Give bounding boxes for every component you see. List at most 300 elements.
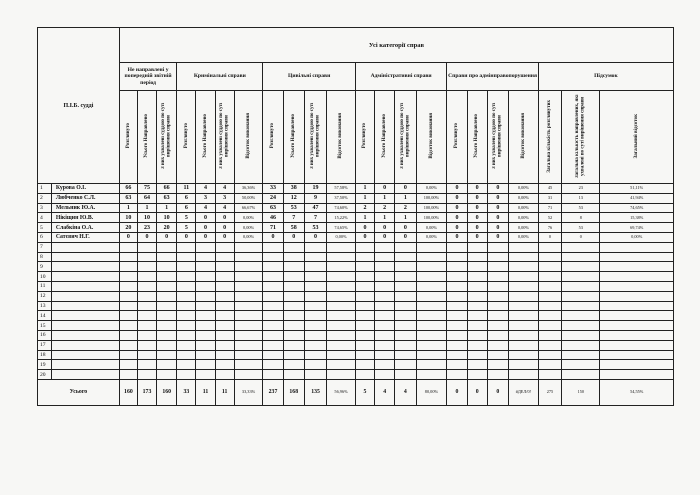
adp-cell: 0 [487, 232, 508, 242]
empty-cell [467, 252, 487, 262]
empty-cell [51, 272, 119, 282]
empty-cell [215, 272, 234, 282]
empty-cell [600, 340, 674, 350]
summary-total-sent: Загальна кількість направлених, які ухвалені по суті вирішення справи [562, 91, 600, 184]
empty-cell [509, 252, 539, 262]
row-number: 4 [38, 213, 52, 223]
empty-cell [327, 272, 356, 282]
empty-cell [355, 301, 374, 311]
empty-cell [51, 321, 119, 331]
empty-cell [196, 262, 215, 272]
empty-cell [509, 272, 539, 282]
table-row [38, 232, 674, 242]
empty-cell [447, 311, 467, 321]
empty-cell [327, 330, 356, 340]
empty-cell [538, 301, 561, 311]
empty-cell [355, 340, 374, 350]
empty-cell [375, 281, 395, 291]
empty-cell [416, 281, 447, 291]
empty-cell [447, 301, 467, 311]
row-number: 19 [38, 360, 52, 370]
prev-cell: 64 [137, 193, 156, 203]
empty-cell [263, 311, 283, 321]
empty-cell [375, 370, 395, 380]
total-cell: 160 [157, 379, 177, 405]
empty-cell [234, 330, 263, 340]
subcol-made-on-time: З них ухвалені суддою по суті вирішення справи [157, 91, 177, 184]
crim-cell: 3 [196, 193, 215, 203]
empty-cell [196, 370, 215, 380]
empty-cell [447, 291, 467, 301]
empty-cell [283, 311, 304, 321]
empty-cell [327, 360, 356, 370]
judge-name: Любченко С.Л. [51, 193, 119, 203]
summary-cell: 69,74% [600, 223, 674, 233]
all-categories-title: Усі категорії справ [119, 28, 673, 63]
empty-cell [395, 311, 416, 321]
empty-cell [375, 291, 395, 301]
empty-cell [562, 370, 600, 380]
empty-cell [416, 311, 447, 321]
group-civil: Цивільні справи [263, 63, 356, 91]
adp-percent-cell: 0,00% [509, 193, 539, 203]
empty-cell [51, 252, 119, 262]
empty-cell [177, 360, 196, 370]
adm-cell: 0 [355, 223, 374, 233]
adm-percent-cell: 0,00% [416, 184, 447, 194]
summary-total-considered: Загальна кількість розглянутих [538, 91, 561, 184]
empty-cell [157, 272, 177, 282]
summary-cell: 0 [538, 232, 561, 242]
prev-cell: 10 [157, 213, 177, 223]
table-row [38, 203, 674, 213]
adm-cell: 1 [375, 193, 395, 203]
adm-cell: 1 [395, 193, 416, 203]
empty-cell [304, 321, 326, 331]
empty-cell [600, 301, 674, 311]
adm-cell: 1 [355, 193, 374, 203]
empty-cell [283, 262, 304, 272]
adm-cell: 0 [375, 184, 395, 194]
adm-percent-cell: 100,00% [416, 203, 447, 213]
empty-cell [215, 301, 234, 311]
empty-cell [304, 311, 326, 321]
empty-cell [234, 311, 263, 321]
row-number: 5 [38, 223, 52, 233]
empty-cell [177, 242, 196, 252]
prev-cell: 75 [137, 184, 156, 194]
empty-cell [283, 350, 304, 360]
empty-cell [177, 301, 196, 311]
empty-cell [487, 340, 508, 350]
subcol-percent: Відсоток виконання [234, 91, 263, 184]
empty-cell [395, 330, 416, 340]
empty-cell [355, 321, 374, 331]
empty-cell [467, 301, 487, 311]
crim-cell: 0 [196, 213, 215, 223]
crim-percent-cell: 66,67% [234, 203, 263, 213]
judge-name: Нікіщин Ю.В. [51, 213, 119, 223]
empty-cell [447, 330, 467, 340]
empty-cell [327, 350, 356, 360]
empty-cell [234, 272, 263, 282]
adp-cell: 0 [447, 184, 467, 194]
empty-cell [304, 252, 326, 262]
empty-cell [234, 281, 263, 291]
civ-cell: 0 [283, 232, 304, 242]
prev-cell: 1 [157, 203, 177, 213]
empty-cell [509, 321, 539, 331]
empty-cell [263, 370, 283, 380]
empty-cell [304, 242, 326, 252]
empty-cell [562, 321, 600, 331]
empty-cell [487, 360, 508, 370]
subcol-sent-total: Усього Направлено [137, 91, 156, 184]
row-number: 9 [38, 262, 52, 272]
empty-cell [562, 301, 600, 311]
empty-cell [157, 291, 177, 301]
empty-cell [263, 321, 283, 331]
adp-cell: 0 [467, 213, 487, 223]
summary-cell: 45 [538, 184, 561, 194]
total-percent-cell: 33,33% [234, 379, 263, 405]
table-row [38, 350, 674, 360]
empty-cell [263, 252, 283, 262]
empty-cell [416, 360, 447, 370]
civ-cell: 38 [283, 184, 304, 194]
empty-cell [600, 321, 674, 331]
empty-cell [375, 252, 395, 262]
empty-cell [157, 321, 177, 331]
empty-cell [215, 242, 234, 252]
empty-cell [119, 281, 137, 291]
empty-cell [538, 291, 561, 301]
empty-cell [600, 272, 674, 282]
prev-cell: 20 [157, 223, 177, 233]
empty-cell [196, 340, 215, 350]
empty-cell [509, 340, 539, 350]
empty-cell [375, 301, 395, 311]
empty-cell [562, 291, 600, 301]
empty-cell [119, 242, 137, 252]
total-cell: 173 [137, 379, 156, 405]
summary-cell: 31 [538, 193, 561, 203]
prev-cell: 66 [157, 184, 177, 194]
subcol-sent-total: Усього Направлено [375, 91, 395, 184]
empty-cell [157, 330, 177, 340]
prev-cell: 66 [119, 184, 137, 194]
empty-cell [416, 242, 447, 252]
total-cell: 135 [304, 379, 326, 405]
empty-cell [447, 340, 467, 350]
empty-cell [215, 262, 234, 272]
row-number: 11 [38, 281, 52, 291]
empty-cell [137, 301, 156, 311]
adp-cell: 0 [447, 232, 467, 242]
prev-cell: 1 [119, 203, 137, 213]
total-cell: 160 [119, 379, 137, 405]
empty-cell [487, 272, 508, 282]
civ-cell: 46 [263, 213, 283, 223]
empty-cell [327, 321, 356, 331]
empty-cell [538, 281, 561, 291]
empty-cell [234, 340, 263, 350]
row-number: 6 [38, 232, 52, 242]
empty-cell [447, 370, 467, 380]
crim-cell: 0 [196, 223, 215, 233]
empty-cell [283, 291, 304, 301]
empty-cell [562, 311, 600, 321]
table-row [38, 360, 674, 370]
table-row [38, 301, 674, 311]
summary-cell: 23 [562, 184, 600, 194]
table-row [38, 291, 674, 301]
table-row [38, 321, 674, 331]
empty-cell [447, 262, 467, 272]
civ-cell: 53 [283, 203, 304, 213]
empty-cell [327, 281, 356, 291]
empty-cell [600, 252, 674, 262]
row-number: 15 [38, 321, 52, 331]
empty-cell [600, 360, 674, 370]
summary-cell: 13 [562, 193, 600, 203]
summary-cell: 53 [562, 223, 600, 233]
summary-cell: 41,94% [600, 193, 674, 203]
subcol-percent: Відсоток виконання [327, 91, 356, 184]
empty-cell [157, 281, 177, 291]
empty-cell [467, 291, 487, 301]
prev-cell: 0 [137, 232, 156, 242]
table-row [38, 252, 674, 262]
empty-cell [119, 330, 137, 340]
civ-percent-cell: 74,65% [327, 223, 356, 233]
empty-cell [196, 242, 215, 252]
empty-cell [51, 281, 119, 291]
empty-cell [196, 350, 215, 360]
report-body [38, 184, 674, 406]
summary-total-percent: Загальний відсоток [600, 91, 674, 184]
empty-cell [119, 340, 137, 350]
empty-cell [467, 272, 487, 282]
adp-cell: 0 [487, 223, 508, 233]
empty-cell [263, 301, 283, 311]
civ-cell: 24 [263, 193, 283, 203]
empty-cell [509, 301, 539, 311]
crim-cell: 3 [215, 193, 234, 203]
empty-cell [416, 340, 447, 350]
empty-cell [447, 281, 467, 291]
table-row [38, 223, 674, 233]
empty-cell [487, 242, 508, 252]
summary-cell: 51,11% [600, 184, 674, 194]
row-number: 14 [38, 311, 52, 321]
empty-cell [263, 360, 283, 370]
empty-cell [562, 262, 600, 272]
total-percent-cell: #ДЕЛ/0! [509, 379, 539, 405]
subcol-considered: Розглянуто [355, 91, 374, 184]
empty-cell [215, 330, 234, 340]
judge-name: Сатєвич Н.Г. [51, 232, 119, 242]
empty-cell [51, 311, 119, 321]
crim-cell: 11 [177, 184, 196, 194]
empty-cell [327, 370, 356, 380]
empty-cell [137, 291, 156, 301]
empty-cell [562, 272, 600, 282]
empty-cell [137, 281, 156, 291]
empty-cell [157, 252, 177, 262]
summary-cell: 15,38% [600, 213, 674, 223]
empty-cell [375, 340, 395, 350]
empty-cell [327, 252, 356, 262]
adm-cell: 0 [395, 223, 416, 233]
subcol-made-on-time: З них ухвалені суддою по суті вирішення справи [215, 91, 234, 184]
empty-cell [487, 311, 508, 321]
adm-percent-cell: 0,00% [416, 232, 447, 242]
empty-cell [177, 370, 196, 380]
name-column-header [38, 28, 120, 184]
row-number: 18 [38, 350, 52, 360]
empty-cell [304, 291, 326, 301]
empty-cell [562, 360, 600, 370]
empty-cell [538, 350, 561, 360]
subcol-made-on-time: З них ухвалені суддою по суті вирішення справи [487, 91, 508, 184]
empty-cell [538, 370, 561, 380]
empty-cell [600, 350, 674, 360]
adp-cell: 0 [447, 193, 467, 203]
empty-cell [137, 321, 156, 331]
table-row [38, 242, 674, 252]
empty-cell [538, 340, 561, 350]
empty-cell [467, 321, 487, 331]
empty-cell [283, 340, 304, 350]
empty-cell [215, 291, 234, 301]
empty-cell [467, 262, 487, 272]
adp-percent-cell: 0,00% [509, 213, 539, 223]
adp-cell: 0 [487, 184, 508, 194]
adp-cell: 0 [447, 213, 467, 223]
empty-cell [375, 272, 395, 282]
empty-cell [234, 262, 263, 272]
total-cell: 168 [283, 379, 304, 405]
empty-cell [562, 281, 600, 291]
adp-cell: 0 [487, 203, 508, 213]
empty-cell [157, 311, 177, 321]
empty-cell [51, 262, 119, 272]
adp-cell: 0 [467, 232, 487, 242]
empty-cell [177, 272, 196, 282]
total-cell: 0 [447, 379, 467, 405]
adp-cell: 0 [467, 223, 487, 233]
empty-cell [119, 350, 137, 360]
empty-cell [177, 340, 196, 350]
empty-cell [51, 242, 119, 252]
empty-cell [395, 301, 416, 311]
empty-cell [467, 350, 487, 360]
empty-cell [283, 330, 304, 340]
empty-cell [234, 321, 263, 331]
empty-cell [538, 330, 561, 340]
empty-cell [509, 330, 539, 340]
empty-cell [395, 252, 416, 262]
table-row [38, 184, 674, 194]
empty-cell [137, 242, 156, 252]
subcol-considered: Розглянуто [177, 91, 196, 184]
empty-cell [327, 340, 356, 350]
empty-cell [234, 350, 263, 360]
total-cell: 33 [177, 379, 196, 405]
adm-cell: 2 [375, 203, 395, 213]
empty-cell [196, 360, 215, 370]
judge-name: Слабкіна О.А. [51, 223, 119, 233]
total-cell: 4 [395, 379, 416, 405]
empty-cell [327, 291, 356, 301]
empty-cell [283, 242, 304, 252]
empty-cell [157, 350, 177, 360]
summary-cell: 52 [538, 213, 561, 223]
total-cell: 5 [355, 379, 374, 405]
prev-cell: 63 [119, 193, 137, 203]
empty-cell [416, 252, 447, 262]
empty-cell [600, 330, 674, 340]
empty-cell [467, 330, 487, 340]
empty-cell [304, 370, 326, 380]
empty-cell [137, 330, 156, 340]
adp-percent-cell: 0,00% [509, 184, 539, 194]
empty-cell [509, 311, 539, 321]
empty-cell [509, 242, 539, 252]
table-row [38, 262, 674, 272]
subcol-sent-total: Усього Направлено [467, 91, 487, 184]
empty-cell [467, 281, 487, 291]
total-cell: 237 [263, 379, 283, 405]
judge-name: Курова О.І. [51, 184, 119, 194]
adp-cell: 0 [487, 213, 508, 223]
empty-cell [600, 291, 674, 301]
empty-cell [51, 340, 119, 350]
table-row [38, 272, 674, 282]
empty-cell [395, 272, 416, 282]
empty-cell [416, 370, 447, 380]
empty-cell [416, 262, 447, 272]
empty-cell [487, 252, 508, 262]
total-cell: 11 [215, 379, 234, 405]
empty-cell [137, 370, 156, 380]
crim-cell: 4 [215, 203, 234, 213]
subcol-considered: Розглянуто [119, 91, 137, 184]
group-criminal: Кримінальні справи [177, 63, 263, 91]
empty-cell [177, 330, 196, 340]
empty-cell [562, 340, 600, 350]
adm-cell: 2 [355, 203, 374, 213]
empty-cell [487, 370, 508, 380]
adp-cell: 0 [447, 223, 467, 233]
group-admin-offences: Справи про адмінправопорушення [447, 63, 538, 91]
adm-percent-cell: 100,00% [416, 193, 447, 203]
crim-cell: 0 [215, 232, 234, 242]
adm-cell: 0 [355, 232, 374, 242]
subcol-considered: Розглянуто [447, 91, 467, 184]
empty-cell [355, 242, 374, 252]
empty-cell [119, 262, 137, 272]
crim-percent-cell: 0,00% [234, 213, 263, 223]
empty-cell [263, 330, 283, 340]
empty-cell [447, 272, 467, 282]
empty-cell [137, 262, 156, 272]
empty-cell [355, 252, 374, 262]
empty-cell [395, 360, 416, 370]
adp-percent-cell: 0,00% [509, 232, 539, 242]
total-percent-cell: 56,96% [327, 379, 356, 405]
